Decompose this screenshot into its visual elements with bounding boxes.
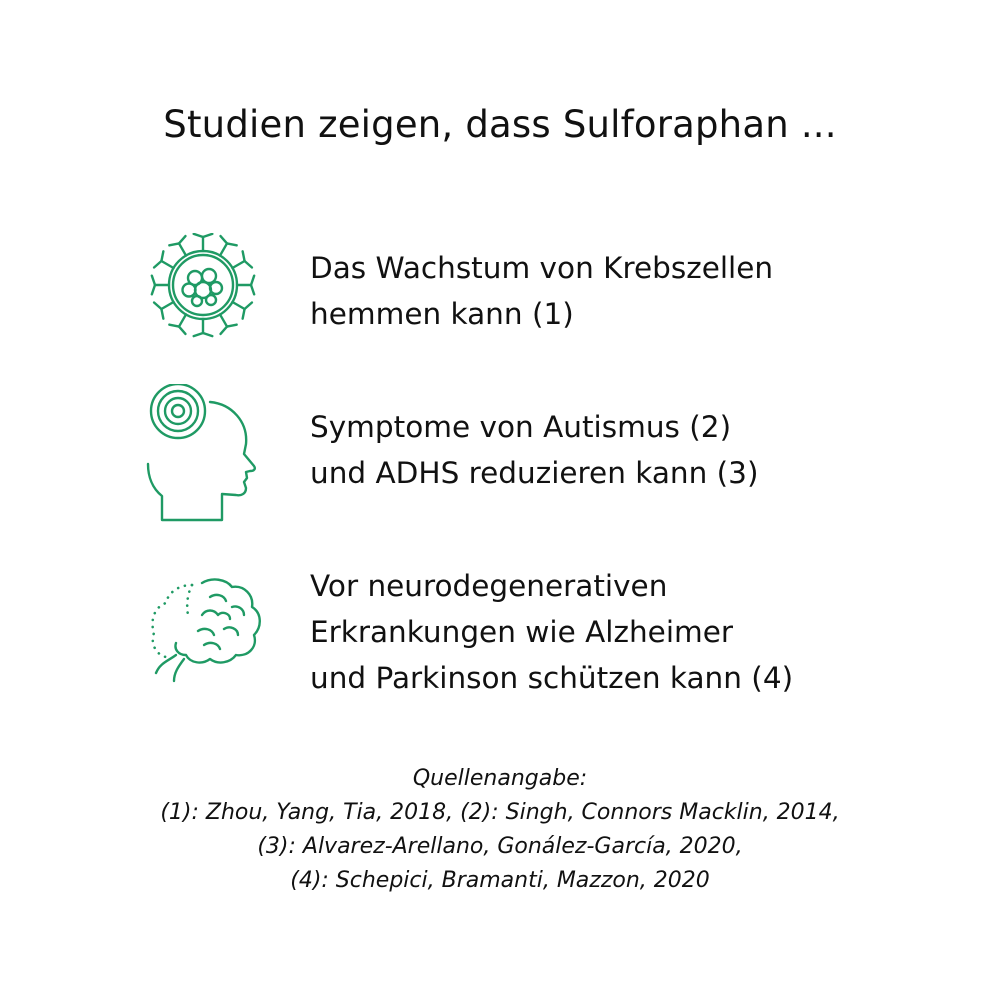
brain-icon: [140, 563, 270, 693]
source-line: (4): Schepici, Bramanti, Mazzon, 2020: [290, 868, 710, 893]
benefit-text: Vor neurodegenerativen Erkrankungen wie Alzheimer und Parkinson schützen kann (4): [310, 569, 794, 695]
source-line: (3): Alvarez-Arellano, Gonález-García, 2020,: [257, 834, 743, 859]
sources-block: [0, 762, 1000, 898]
benefit-text: Das Wachstum von Krebszellen hemmen kann (1): [310, 251, 774, 331]
sources-heading: Quellenangabe:: [412, 766, 588, 791]
head-target-icon: [140, 384, 270, 514]
page-title: Studien zeigen, dass Sulforaphan ...: [163, 103, 837, 146]
source-line: (1): Zhou, Yang, Tia, 2018, (2): Singh, Connors Macklin, 2014,: [160, 800, 840, 825]
benefit-text: Symptome von Autismus (2) und ADHS reduzieren kann (3): [310, 410, 759, 490]
cancer-cell-icon: [140, 233, 270, 363]
